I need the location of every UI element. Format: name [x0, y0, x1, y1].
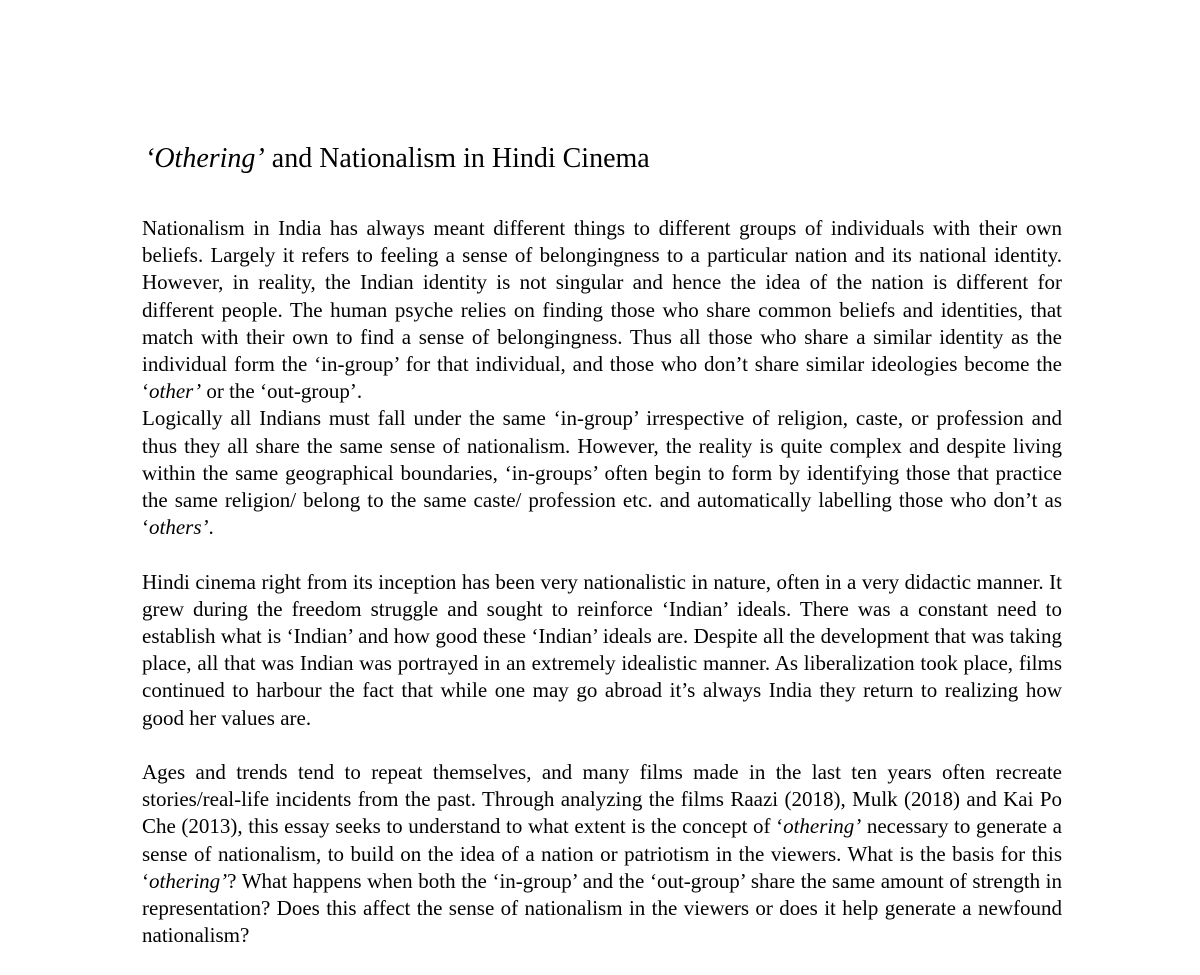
paragraph-4-text-3: ? What happens when both the ‘in-group’ and the ‘out-group’ share the same amount of strength in representation? Does this affect the sense of nationalism in the viewers or does it help generate a newfound nationalism?	[142, 868, 1062, 948]
document-title	[145, 141, 650, 177]
paragraph-1-text-1: Nationalism in India has always meant different things to different groups of individuals with their own beliefs. Largely it refers to feeling a sense of belongingness to a particular nation and its national identity. However, in reality, the Indian identity is not singular and hence the idea of the nation is different for different people. The human psyche relies on finding those who share common beliefs and identities, that match with their own to find a sense of belongingness. Thus all those who share a similar identity as the individual form the ‘in-group’ for that individual, and those who don’t share similar ideologies become the ‘	[142, 216, 1062, 404]
paragraph-2-text-1: Logically all Indians must fall under the same ‘in-group’ irrespective of religion, caste, or profession and thus they all share the same sense of nationalism. However, the reality is quite complex and despite living within the same geographical boundaries, ‘in-groups’ often begin to form by identifying those that practice the same religion/ belong to the same caste/ profession etc. and automatically labelling those who don’t as ‘	[142, 406, 1062, 540]
document-body	[142, 215, 1062, 949]
paragraph-4-text-1: Ages and trends tend to repeat themselves, and many films made in the last ten years often recreate stories/real-life incidents from the past. Through analyzing the films Raazi (2018), Mulk (2018) and Kai Po Che (2013), this essay seeks to understand to what extent is the concept of ‘	[142, 760, 1062, 839]
paragraph-1-text-2: or the ‘out-group’.	[201, 379, 363, 404]
paragraph-4-italic-othering-1: othering’	[783, 814, 862, 839]
title-rest: and Nationalism in Hindi Cinema	[264, 143, 650, 174]
paragraph-2	[142, 405, 1062, 541]
paragraph-4-italic-othering-2: othering’	[149, 868, 228, 893]
paragraph-1	[142, 215, 1062, 405]
paragraph-2-text-2: .	[208, 515, 214, 540]
paragraph-2-italic-others: others’	[149, 515, 209, 540]
paragraph-3-text-1: Hindi cinema right from its inception has been very nationalistic in nature, often in a very didactic manner. It grew during the freedom struggle and sought to reinforce ‘Indian’ ideals. There was a constant need to establish what is ‘Indian’ and how good these ‘Indian’ ideals are. Despite all the development that was taking place, all that was Indian was portrayed in an extremely idealistic manner. As liberalization took place, films continued to harbour the fact that while one may go abroad it’s always India they return to realizing how good her values are.	[142, 569, 1062, 730]
paragraph-1-italic-other: other’	[149, 379, 202, 404]
paragraph-4-text-2: necessary to generate a sense of nationalism, to build on the idea of a nation or patriotism in the viewers. What is the basis for this ‘	[142, 814, 1062, 893]
title-italic: ‘Othering’	[145, 143, 265, 174]
paragraph-4	[142, 759, 1062, 949]
paragraph-3	[142, 569, 1062, 732]
